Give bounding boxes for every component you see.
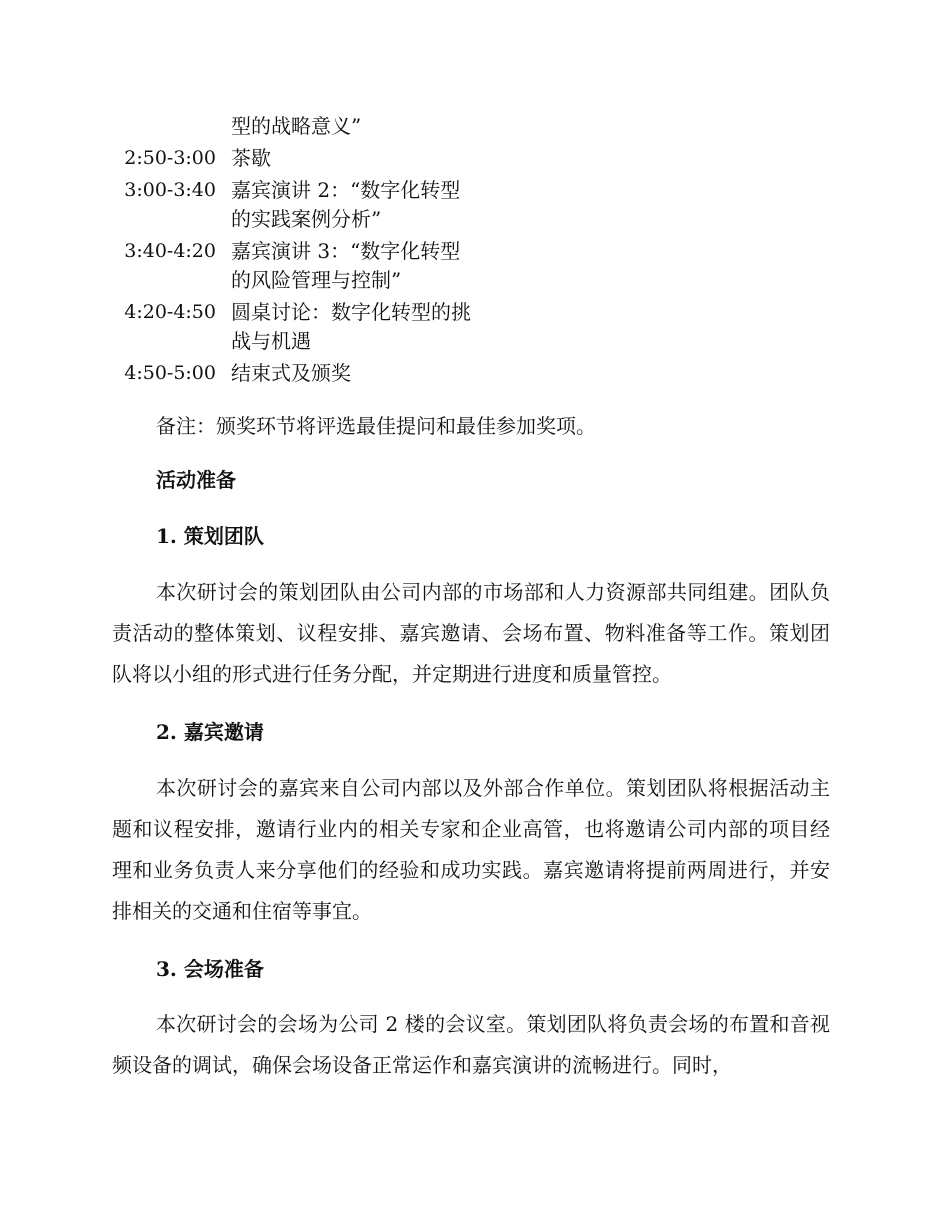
agenda-title: 型的战略意义” (231, 114, 362, 138)
agenda-title: 圆桌讨论：数字化转型的挑战与机遇 (231, 300, 471, 353)
agenda-row (112, 359, 532, 388)
agenda-title: 茶歇 (231, 146, 271, 170)
section-body-planning-team: 本次研讨会的策划团队由公司内部的市场部和人力资源部共同组建。团队负责活动的整体策划、议程安排、嘉宾邀请、会场布置、物料准备等工作。策划团队将以小组的形式进行任务分配，并定期进行进度和质量管控。 (112, 580, 830, 686)
agenda-time: 4:20-4:50 (124, 301, 216, 323)
agenda-row (112, 176, 532, 234)
agenda-row (112, 237, 532, 295)
agenda-time: 3:40-4:20 (124, 240, 216, 262)
section-heading-guest-invitation: 2. 嘉宾邀请 (156, 720, 264, 744)
agenda-row (112, 144, 532, 173)
section-title: 活动准备 (156, 468, 236, 492)
agenda-time: 3:00-3:40 (124, 179, 216, 201)
agenda-title: 结束式及颁奖 (231, 361, 351, 385)
section-heading-planning-team: 1. 策划团队 (156, 524, 264, 548)
agenda-title: 嘉宾演讲 3：“数字化转型的风险管理与控制” (231, 239, 461, 292)
agenda-row (112, 298, 532, 356)
agenda-time: 4:50-5:00 (124, 362, 216, 384)
agenda-row (112, 112, 532, 141)
section-body-venue-preparation: 本次研讨会的会场为公司 2 楼的会议室。策划团队将负责会场的布置和音视频设备的调试，确保会场设备正常运作和嘉宾演讲的流畅进行。同时， (112, 1012, 830, 1077)
agenda-time: 2:50-3:00 (124, 147, 216, 169)
agenda-table (112, 112, 532, 388)
agenda-note: 备注：颁奖环节将评选最佳提问和最佳参加奖项。 (156, 414, 596, 438)
section-heading-venue-preparation: 3. 会场准备 (156, 957, 264, 981)
agenda-title: 嘉宾演讲 2：“数字化转型的实践案例分析” (231, 178, 461, 231)
section-body-guest-invitation: 本次研讨会的嘉宾来自公司内部以及外部合作单位。策划团队将根据活动主题和议程安排，邀请行业内的相关专家和企业高管，也将邀请公司内部的项目经理和业务负责人来分享他们的经验和成功实践。嘉宾邀请将提前两周进行，并安排相关的交通和住宿等事宜。 (112, 776, 830, 923)
